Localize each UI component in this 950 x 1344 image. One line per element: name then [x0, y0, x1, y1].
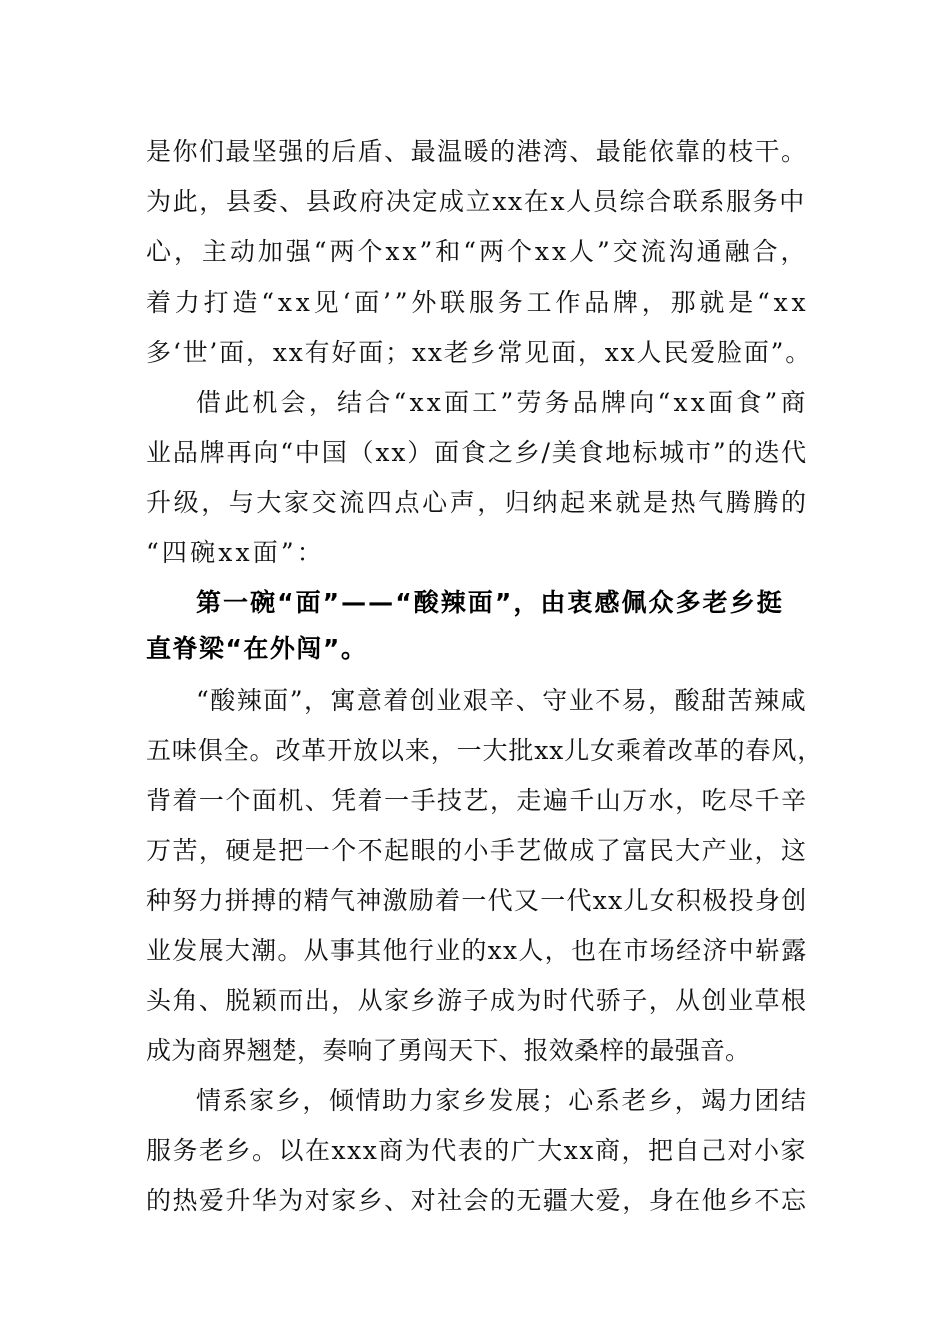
paragraph-first-line: 情系家乡，倾情助力家乡发展；心系老乡，竭力团结 [196, 1086, 808, 1115]
paragraph-first-line: 借此机会，结合“xx面工”劳务品牌向“xx面食”商 [196, 388, 809, 417]
text-line: 五味俱全。改革开放以来，一大批xx儿女乘着改革的春风， [146, 736, 824, 765]
text-line: 的热爱升华为对家乡、对社会的无疆大爱，身在他乡不忘 [146, 1186, 808, 1215]
text-line: 业品牌再向“中国（xx）面食之乡/美食地标城市”的迭代 [146, 438, 809, 467]
text-line: 升级，与大家交流四点心声，归纳起来就是热气腾腾的 [146, 488, 809, 517]
text-line: 万苦，硬是把一个不起眼的小手艺做成了富民大产业，这 [146, 836, 808, 865]
text-line: 着力打造“xx见‘面’”外联服务工作品牌，那就是“xx [146, 288, 810, 317]
paragraph-first-line: “酸辣面”，寓意着创业艰辛、守业不易，酸甜苦辣咸 [196, 686, 808, 715]
text-line: “四碗xx面”： [146, 538, 325, 567]
section-heading: 直脊梁“在外闯”。 [146, 634, 368, 663]
text-line: 是你们最坚强的后盾、最温暖的港湾、最能依靠的枝干。 [146, 137, 808, 166]
text-line: 心，主动加强“两个xx”和“两个xx人”交流沟通融合， [146, 237, 809, 266]
text-line: 多‘世’面，xx有好面；xx老乡常见面，xx人民爱脸面”。 [146, 338, 813, 367]
text-line: 为此，县委、县政府决定成立xx在x人员综合联系服务中 [146, 187, 806, 216]
text-line: 成为商界翘楚，奏响了勇闯天下、报效桑梓的最强音。 [146, 1036, 751, 1065]
text-line: 头角、脱颖而出，从家乡游子成为时代骄子，从创业草根 [146, 986, 808, 1015]
text-line: 种努力拼搏的精气神激励着一代又一代xx儿女积极投身创 [146, 886, 808, 915]
text-line: 背着一个面机、凭着一手技艺，走遍千山万水，吃尽千辛 [146, 786, 808, 815]
text-line: 服务老乡。以在xxx商为代表的广大xx商，把自己对小家 [146, 1136, 807, 1165]
text-line: 业发展大潮。从事其他行业的xx人，也在市场经济中崭露 [146, 936, 808, 965]
section-heading: 第一碗“面”——“酸辣面”，由衷感佩众多老乡挺 [196, 588, 784, 617]
